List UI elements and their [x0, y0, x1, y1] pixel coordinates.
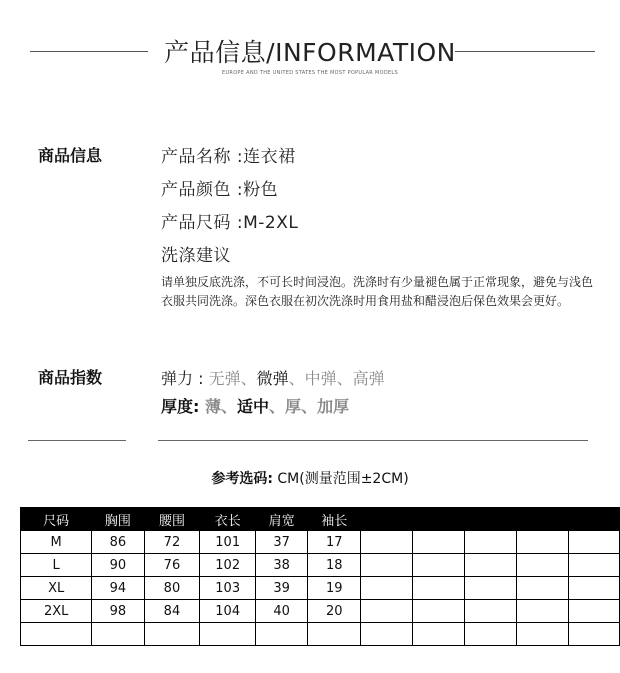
table-row [21, 577, 620, 600]
size-note [0, 468, 620, 488]
table-cell [465, 623, 517, 646]
table-cell [568, 577, 619, 600]
divider-left [28, 440, 126, 441]
product-name: 产品名称 :连衣裙 [161, 147, 296, 167]
table-cell [413, 531, 465, 554]
elasticity-separator: 、 [288, 369, 305, 388]
thickness-option: 薄 [204, 397, 221, 416]
table-cell [92, 623, 144, 646]
table-cell: M [21, 531, 92, 554]
size-table-header-cell [413, 508, 465, 531]
table-cell: 37 [256, 531, 308, 554]
table-cell [200, 623, 256, 646]
thickness-label: 厚度: [161, 397, 205, 416]
table-cell [308, 623, 361, 646]
elasticity-option: 高弹 [352, 369, 385, 388]
size-table-header-cell: 腰围 [144, 508, 200, 531]
table-cell: 19 [308, 577, 361, 600]
thickness-options [205, 397, 349, 416]
table-cell: 98 [92, 600, 144, 623]
divider-right [158, 440, 588, 441]
thickness-separator: 、 [221, 397, 238, 416]
table-cell: 2XL [21, 600, 92, 623]
elasticity-option: 无弹 [208, 369, 241, 388]
table-cell: 103 [200, 577, 256, 600]
thickness-option: 厚 [285, 397, 302, 416]
table-cell: 39 [256, 577, 308, 600]
table-cell [568, 531, 619, 554]
size-note-label: 参考选码: [211, 471, 273, 487]
table-cell [465, 554, 517, 577]
thickness-option: 加厚 [317, 397, 350, 416]
table-cell: 90 [92, 554, 144, 577]
thickness-row [161, 394, 349, 417]
elasticity-options [209, 369, 385, 388]
table-cell: 18 [308, 554, 361, 577]
product-size: 产品尺码 :M-2XL [161, 213, 299, 233]
table-cell [465, 600, 517, 623]
size-table-header-cell: 袖长 [308, 508, 361, 531]
size-table-header-row [21, 508, 620, 531]
table-row [21, 600, 620, 623]
table-cell: XL [21, 577, 92, 600]
care-title: 洗涤建议 [161, 246, 231, 266]
table-cell [413, 600, 465, 623]
table-cell [568, 623, 619, 646]
table-cell [413, 554, 465, 577]
table-cell [517, 531, 569, 554]
size-note-text: CM(测量范围±2CM) [272, 471, 409, 487]
size-table-header-cell: 尺码 [21, 508, 92, 531]
thickness-option-selected: 适中 [237, 397, 270, 416]
table-cell [361, 531, 413, 554]
page-subtitle: EUROPE AND THE UNITED STATES THE MOST POPULAR MODELS [222, 70, 398, 76]
table-cell [361, 554, 413, 577]
product-info-label: 商品信息 [38, 146, 103, 165]
table-cell [256, 623, 308, 646]
table-cell [568, 554, 619, 577]
product-color: 产品颜色 :粉色 [161, 180, 279, 200]
table-cell [361, 577, 413, 600]
table-cell: 80 [144, 577, 200, 600]
elasticity-separator: 、 [240, 369, 257, 388]
table-cell: 38 [256, 554, 308, 577]
elasticity-label: 弹力 : [161, 369, 209, 388]
thickness-separator: 、 [269, 397, 286, 416]
table-cell [465, 531, 517, 554]
table-cell [517, 600, 569, 623]
table-cell: 17 [308, 531, 361, 554]
elasticity-option: 中弹 [304, 369, 337, 388]
table-cell [144, 623, 200, 646]
table-cell [517, 577, 569, 600]
table-cell [413, 623, 465, 646]
size-table-header-cell: 胸围 [92, 508, 144, 531]
size-table-header-cell [361, 508, 413, 531]
size-table-header-cell: 肩宽 [256, 508, 308, 531]
size-table-header-cell: 衣长 [200, 508, 256, 531]
table-cell: L [21, 554, 92, 577]
size-table-header-cell [465, 508, 517, 531]
table-row [21, 623, 620, 646]
size-table-header-cell [517, 508, 569, 531]
table-cell [361, 600, 413, 623]
table-cell [517, 554, 569, 577]
table-cell: 94 [92, 577, 144, 600]
product-index-label: 商品指数 [38, 368, 103, 387]
page-title: 产品信息/INFORMATION [164, 38, 456, 67]
table-cell: 86 [92, 531, 144, 554]
table-cell: 84 [144, 600, 200, 623]
table-cell: 101 [200, 531, 256, 554]
table-cell [568, 600, 619, 623]
care-instructions: 请单独反底洗涤，不可长时间浸泡。洗涤时有少量褪色属于正常现象，避免与浅色衣服共同洗涤。深色衣服在初次洗涤时用食用盐和醋浸泡后保色效果会更好。 [161, 275, 594, 308]
table-cell [361, 623, 413, 646]
thickness-separator: 、 [301, 397, 318, 416]
size-table-header-cell [568, 508, 619, 531]
size-table [20, 507, 620, 646]
table-row [21, 531, 620, 554]
table-cell [413, 577, 465, 600]
table-cell: 72 [144, 531, 200, 554]
table-cell [517, 623, 569, 646]
table-cell [21, 623, 92, 646]
table-row [21, 554, 620, 577]
elasticity-option-selected: 微弹 [256, 369, 289, 388]
table-cell: 20 [308, 600, 361, 623]
table-cell: 76 [144, 554, 200, 577]
elasticity-row [161, 366, 385, 389]
table-cell: 102 [200, 554, 256, 577]
table-cell: 40 [256, 600, 308, 623]
table-cell [465, 577, 517, 600]
elasticity-separator: 、 [336, 369, 353, 388]
table-cell: 104 [200, 600, 256, 623]
